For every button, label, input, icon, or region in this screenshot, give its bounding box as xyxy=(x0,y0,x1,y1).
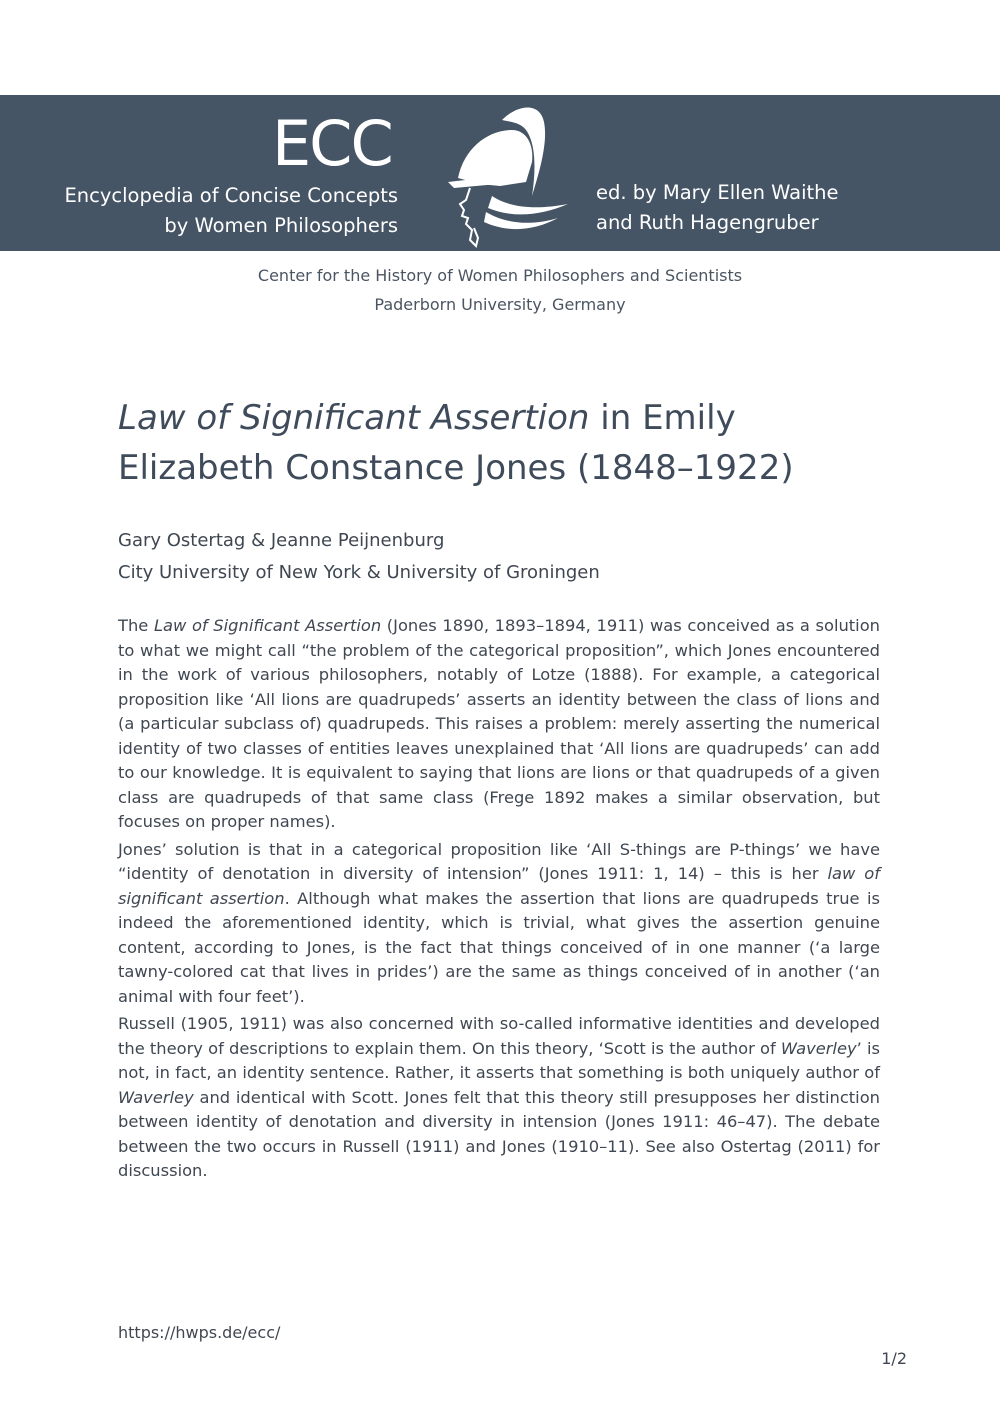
editors-line1: ed. by Mary Ellen Waithe xyxy=(596,181,839,204)
p3-text-e: and identical with Scott. Jones felt that this theory still presupposes her distinction between identity of denotation and diversity in intension (Jones 1911: 46–47). The debate between the two occurs in Russell (1911) and Jones (1910–11). See also Ostertag (2011) for discussion. xyxy=(118,1087,880,1180)
p1-italic: Law of Significant Assertion xyxy=(153,616,382,635)
article-title xyxy=(118,393,878,493)
editors xyxy=(596,178,896,238)
paragraph-2 xyxy=(118,838,880,1010)
institution-name: Center for the History of Women Philosophers and Scientists xyxy=(257,266,743,285)
editors-line2: and Ruth Hagengruber xyxy=(596,211,819,234)
athena-helmet-icon xyxy=(440,100,570,250)
page-number: 1/2 xyxy=(881,1349,907,1368)
p1-text-a: The xyxy=(118,616,154,635)
article-affiliations: City University of New York & University of Groningen xyxy=(118,562,600,583)
p3-text-a: Russell (1905, 1911) was also concerned with so-called informative identities and developed the theory of descriptions to explain them. On this theory, ‘Scott is the author of xyxy=(118,1014,880,1058)
footer-url-link[interactable]: https://hwps.de/ecc/ xyxy=(118,1323,281,1342)
ecc-logo: ECC xyxy=(272,107,392,180)
encyclopedia-title-line1: Encyclopedia of Concise Concepts xyxy=(64,184,398,207)
paragraph-1 xyxy=(118,614,880,835)
p2-text-a: Jones’ solution is that in a categorical proposition like ‘All S-things are P-things’ we have “identity of denotation in diversity of intension” (Jones 1911: 1, 14) – this is her xyxy=(118,839,880,883)
article-body xyxy=(118,614,880,1187)
encyclopedia-title-line2: by Women Philosophers xyxy=(164,214,398,237)
paragraph-3 xyxy=(118,1012,880,1184)
p1-text-c: (Jones 1890, 1893–1894, 1911) was conceived as a solution to what we might call “the problem of the categorical proposition”, which Jones encountered in the work of various philosophers, notably of Lotze (1888). For example, a categorical proposition like ‘All lions are quadrupeds’ asserts an identity between the class of lions and (a particular subclass of) quadrupeds. This raises a problem: merely asserting the numerical identity of two classes of entities leaves unexplained that ‘All lions are quadrupeds’ can add to our knowledge. It is equivalent to saying that lions are lions or that quadrupeds of a given class are quadrupeds of that same class (Frege 1892 makes a similar observation, but focuses on proper names). xyxy=(118,616,880,831)
article-authors: Gary Ostertag & Jeanne Peijnenburg xyxy=(118,530,445,551)
p2-text-c: . Although what makes the assertion that lions are quadrupeds true is indeed the aforementioned identity, which is trivial, what gives the assertion genuine content, according to Jones, is the fact that things conceived of in one manner (‘a large tawny-colored cat that lives in prides’) are the same as things conceived of in another (‘an animal with four feet’). xyxy=(118,888,880,1006)
institution-location: Paderborn University, Germany xyxy=(374,295,626,314)
p3-italic-2: Waverley xyxy=(118,1087,194,1107)
p3-italic-1: Waverley xyxy=(780,1038,857,1058)
p2-italic: law of significant assertion xyxy=(118,864,880,908)
p3-text-c: ’ is not, in fact, an identity sentence. Rather, it asserts that something is both uniquely author of xyxy=(118,1038,880,1082)
article-title-rest: in Emily Elizabeth Constance Jones (1848–1922) xyxy=(118,398,794,488)
article-title-italic: Law of Significant Assertion xyxy=(118,398,590,438)
encyclopedia-title xyxy=(40,181,398,241)
